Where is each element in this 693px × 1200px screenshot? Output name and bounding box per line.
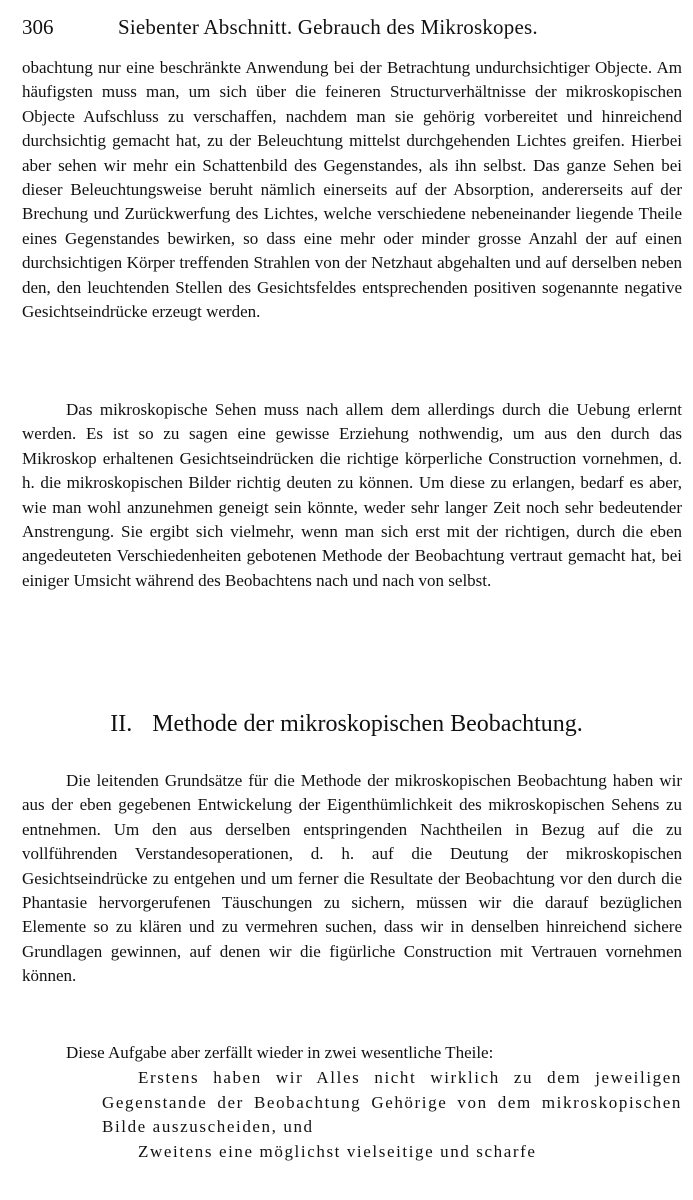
paragraph-grundsaetze: Die leitenden Grundsätze für die Methode der mikroskopischen Beobachtung haben wir aus der eben gegebenen Entwickelung der Eigenthümlichkeit des mikroskopischen Sehens zu entnehmen. Um den aus derselben entspringenden Nachtheilen in Bezug auf die zu vollführenden Verstandesoperationen, d. h. auf die Deutung der mikroskopischen Gesichtseindrücke zu entgehen und um ferner die Resultate der Beobachtung vor den durch die Phantasie hervorgerufenen Täuschungen zu sichern, müssen wir die darauf bezüglichen Elemente so zu klären und zu vermehren suchen, dass wir in denselben hinreichend sichere Grundlagen gewinnen, auf denen wir die figürliche Construction mit Vertrauen vornehmen können. [22,771,682,986]
section-heading [0,706,693,742]
text-block-3 [22,769,682,989]
spaced-enumeration [102,1066,682,1164]
text-block-1 [22,56,682,324]
enumeration-second: Zweitens eine möglichst vielseitige und scharfe [138,1141,537,1161]
paragraph-continued: obachtung nur eine beschränkte Anwendung bei der Betrachtung undurchsichtiger Objecte. Am häufigsten muss man, um sich über die feineren Structurverhältnisse der mikroskopischen Objecte Aufschluss zu verschaffen, nachdem man sie gehörig vorbereitet und hinreichend durchsichtig gemacht hat, zu der Beleuchtung mittelst durchgehenden Lichtes greifen. Hierbei aber sehen wir mehr ein Schattenbild des Gegenstandes, als ihn selbst. Das ganze Sehen bei dieser Beleuchtungsweise beruht nämlich einerseits auf der Absorption, andererseits auf der Brechung und Zurückwerfung des Lichtes, welche verschiedene nebeneinander liegende Theile eines Gegenstandes bewirken, so dass eine mehr oder minder grosse Anzahl der auf einen durchsichtigen Körper treffenden Strahlen von der Netzhaut abgehalten und auf derselben neben den, den leuchtenden Stellen des Gesichtsfeldes entsprechenden positiven sogenannte negative Gesichtseindrücke erzeugt werden. [22,58,682,322]
paragraph-mikroskopische-sehen: Das mikroskopische Sehen muss nach allem dem allerdings durch die Uebung erlernt werden. Es ist so zu sagen eine gewisse Erziehung nothwendig, um aus den durch das Mikroskop erhaltenen Gesichtseindrücken die richtige körperliche Construction vornehmen, d. h. die mikroskopischen Bilder richtig deuten zu können. Um diese zu erlangen, bedarf es aber, wie man wohl anzunehmen geneigt sein könnte, weder sehr langer Zeit noch sehr bedeutender Anstrengung. Sie ergibt sich vielmehr, wenn man sich erst mit der richtigen, durch die eben angedeuteten Verschiedenheiten gebotenen Methode der Beobachtung vertraut gemacht hat, bei einiger Umsicht während des Beobachtens nach und nach von selbst. [22,400,682,590]
section-number: II. [110,711,133,737]
enumeration-first: Erstens haben wir Alles nicht wirklich zu dem jeweiligen Gegenstande der Beobachtung Gehörige von dem mikroskopischen Bilde auszuscheiden, und [102,1068,682,1137]
text-block-2 [22,398,682,593]
paragraph-aufgabe: Diese Aufgabe aber zerfällt wieder in zwei wesentliche Theile: [66,1043,494,1062]
page-number: 306 [22,15,54,39]
text-block-4 [22,1041,682,1065]
page-header [22,12,672,42]
section-title: Methode der mikroskopischen Beobachtung. [152,711,583,737]
running-title: Siebenter Abschnitt. Gebrauch des Mikroskopes. [118,15,538,39]
